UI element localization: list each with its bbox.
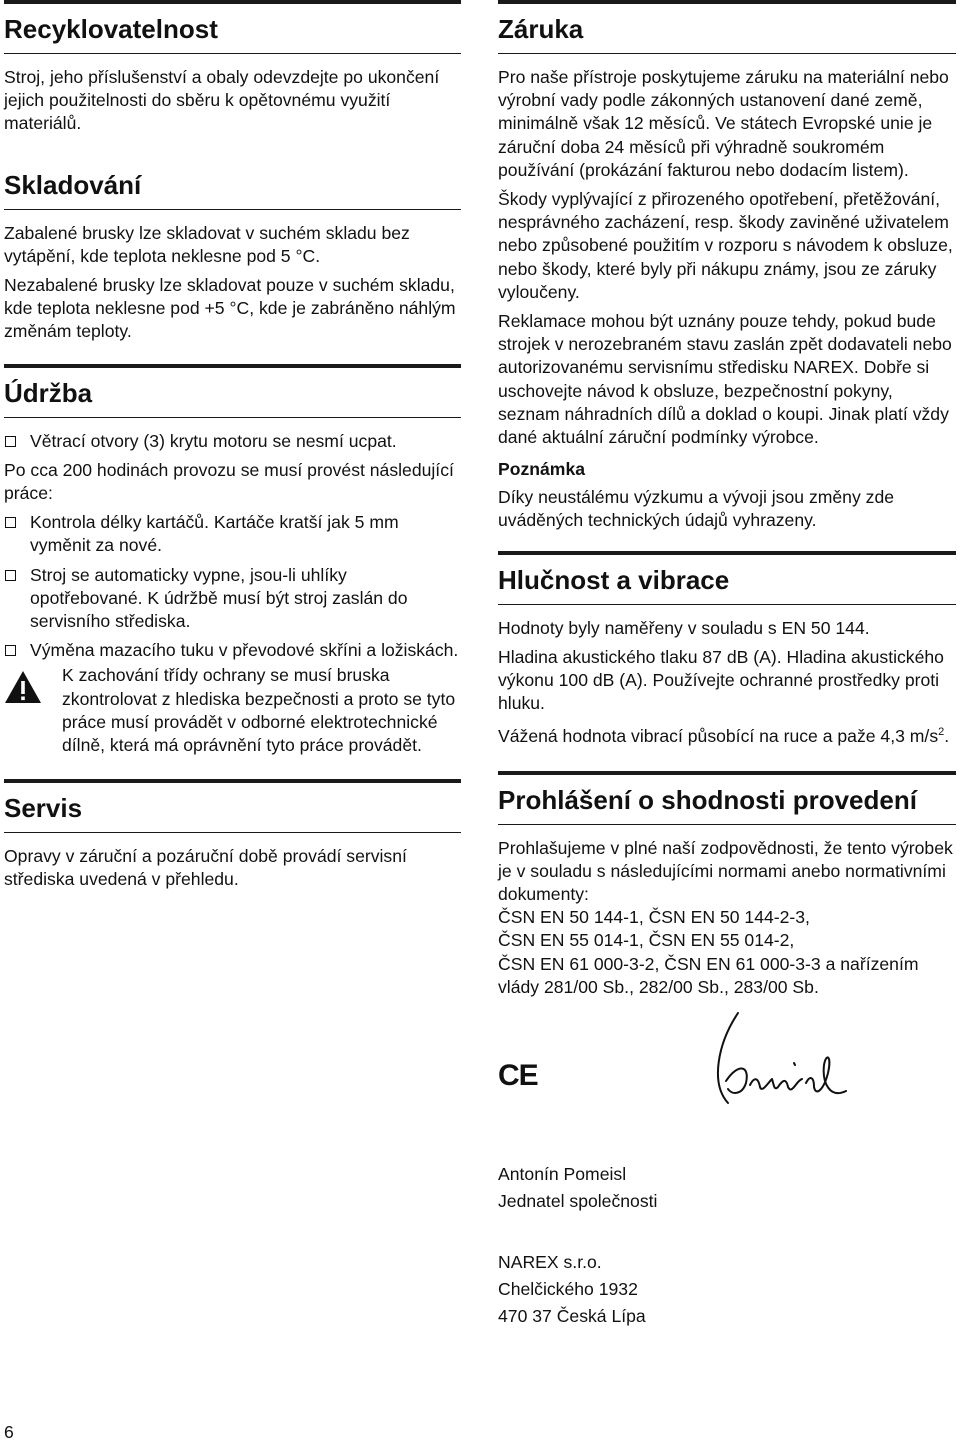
bullet-text: Výměna mazacího tuku v převodové skříni a ložiskách.: [30, 640, 459, 661]
checkbox-bullet-icon: [5, 645, 16, 656]
title-underline: [498, 53, 956, 54]
warranty-text-1: Pro naše přístroje poskytujeme záruku na materiální nebo výrobní vady podle zákonných ustanovení dané země, minimálně však 12 měsíců. Ve státech Evropské unie je záruční doba 24 měsíců při výhradně soukromém používání (prokázání fakturou nebo dodacím listem).: [498, 67, 949, 180]
title-underline: [498, 604, 956, 605]
warning-text: K zachování třídy ochrany se musí bruska zkontrolovat z hlediska bezpečnosti a proto se tyto práce musí provádět v odborné elektrotechnické dílně, která má oprávnění tyto práce provádět.: [62, 665, 456, 756]
section-title-maintenance: Údržba: [4, 377, 93, 408]
section-storage: [4, 162, 461, 344]
title-underline: [4, 417, 461, 418]
section-title-warranty: Záruka: [498, 14, 584, 44]
declaration-text: Prohlašujeme v plné naší zodpovědnosti, že tento výrobek je v souladu s následujícími normami anebo normativními dokumenty:: [498, 837, 953, 904]
signer-name: Antonín Pomeisl: [498, 1163, 627, 1184]
maintenance-bullet-3: [4, 564, 461, 634]
section-maintenance: [4, 364, 461, 758]
warning-icon: [4, 670, 42, 704]
ce-mark: CE: [498, 1058, 538, 1092]
section-title-storage: Skladování: [4, 169, 142, 200]
maintenance-bullet-2: [4, 511, 461, 557]
maintenance-text: Po cca 200 hodinách provozu se musí provést následující práce:: [4, 459, 454, 504]
maintenance-warning: [4, 664, 461, 757]
section-recycling: [4, 0, 461, 136]
vibration-exponent: 2: [938, 726, 945, 739]
left-column: [4, 0, 461, 898]
checkbox-bullet-icon: [5, 436, 16, 447]
section-title-recycling: Recyklovatelnost: [4, 14, 218, 44]
section-title-noise: Hlučnost a vibrace: [498, 564, 730, 595]
section-noise: [498, 551, 956, 749]
vibration-period: .: [944, 726, 950, 747]
title-underline: [4, 209, 461, 210]
noise-text-3: [498, 721, 956, 748]
bullet-text: Stroj se automaticky vypne, jsou-li uhlíky opotřebované. K údržbě musí být stroj zaslán do servisního střediska.: [30, 564, 408, 632]
signature-image: [698, 1003, 858, 1133]
service-text: Opravy v záruční a pozáruční době provádí servisní střediska uvedená v přehledu.: [4, 846, 407, 890]
checkbox-bullet-icon: [5, 517, 16, 528]
maintenance-bullet-1: [4, 430, 461, 453]
storage-text-1: Zabalené brusky lze skladovat v suchém skladu bez vytápění, kde teplota neklesne pod 5 °C.: [4, 222, 410, 266]
section-warranty: [498, 0, 956, 533]
company-address: [498, 1251, 956, 1329]
maintenance-bullet-4: [4, 639, 461, 662]
note-text: Díky neustálému výzkumu a vývoji jsou změny zde uváděných technických údajů vyhrazeny.: [498, 487, 895, 531]
signer-role: Jednatel společnosti: [498, 1191, 658, 1212]
bullet-text: Kontrola délky kartáčů. Kartáče kratší jak 5 mm vyměnit za nové.: [30, 512, 399, 556]
storage-text-2: Nezabalené brusky lze skladovat pouze v suchém skladu, kde teplota neklesne pod +5 °C, kde je zabráněno náhlým změnám teploty.: [4, 275, 456, 342]
title-underline: [4, 53, 461, 54]
vibration-text: Vážená hodnota vibrací působící na ruce a paže 4,3 m/s: [498, 726, 939, 747]
warranty-text-2: Škody vyplývající z přirozeného opotřebení, přetěžování, nesprávného zacházení, resp. škody zaviněné uživatelem nebo způsobené použitím v rozporu s návodem k obsluze, nebo škody, které byly při nákupu známy, jsou ze záruky vyloučeny.: [498, 189, 953, 302]
right-column: [498, 0, 956, 1335]
checkbox-bullet-icon: [5, 570, 16, 581]
page-number: 6: [4, 1422, 14, 1442]
title-underline: [498, 824, 956, 825]
company-street: Chelčického 1932: [498, 1279, 638, 1300]
section-declaration: [498, 771, 956, 1329]
signature-block: [498, 1093, 956, 1213]
standards-line-1: ČSN EN 50 144-1, ČSN EN 50 144-2-3,: [498, 907, 810, 928]
section-service: [4, 779, 461, 891]
section-title-declaration: Prohlášení o shodnosti provedení: [498, 784, 917, 815]
company-city: 470 37 Česká Lípa: [498, 1306, 646, 1327]
warranty-text-3: Reklamace mohou být uznány pouze tehdy, pokud bude strojek v nerozebraném stavu zaslán zpět dodavateli nebo autorizovanému servisnímu středisku NAREX. Dobře si uschovejte návod k obsluze, bezpečnostní pokyny, seznam náhradních dílů a doklad o koupi. Jinak platí vždy dané aktuální záruční podmínky výrobce.: [498, 311, 952, 448]
bullet-text: Větrací otvory (3) krytu motoru se nesmí ucpat.: [30, 430, 397, 451]
company-name: NAREX s.r.o.: [498, 1251, 602, 1272]
standards-line-3: ČSN EN 61 000-3-2, ČSN EN 61 000-3-3 a nařízením vlády 281/00 Sb., 282/00 Sb., 283/00 Sb.: [498, 953, 919, 997]
standards-line-2: ČSN EN 55 014-1, ČSN EN 55 014-2,: [498, 930, 795, 951]
title-underline: [4, 832, 461, 833]
recycling-text: Stroj, jeho příslušenství a obaly odevzdejte po ukončení jejich použitelnosti do sběru k opětovnému využití materiálů.: [4, 67, 440, 134]
section-title-service: Servis: [4, 793, 83, 824]
note-title: Poznámka: [498, 459, 586, 480]
noise-text-2: Hladina akustického tlaku 87 dB (A). Hladina akustického výkonu 100 dB (A). Používejte ochranné prostředky proti hluku.: [498, 646, 944, 714]
noise-text-1: Hodnoty byly naměřeny v souladu s EN 50 144.: [498, 617, 870, 638]
